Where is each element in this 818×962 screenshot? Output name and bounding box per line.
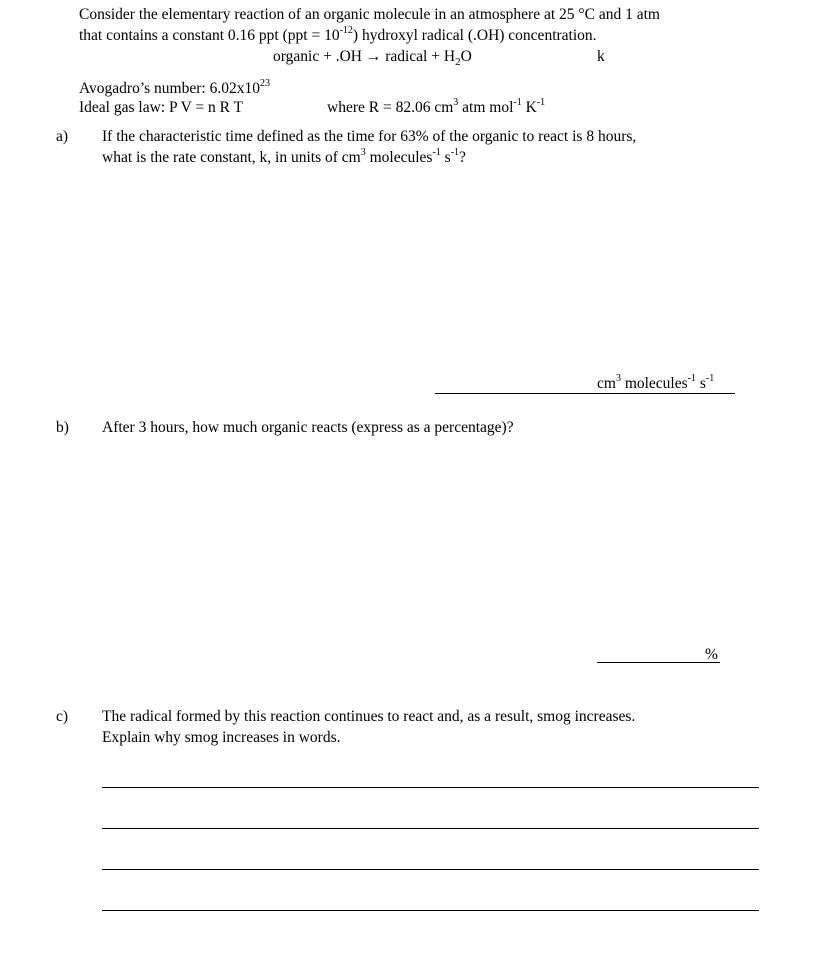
avogadro-text: Avogadro’s number: 6.02x10 bbox=[79, 80, 260, 97]
part-b-units: % bbox=[705, 646, 718, 663]
intro-line-2-tail: ) hydroxyl radical (.OH) concentration. bbox=[352, 27, 597, 44]
part-c-question-line-2: Explain why smog increases in words. bbox=[102, 729, 341, 746]
part-c-answer-line-4[interactable] bbox=[102, 910, 759, 911]
part-a-question-line-1: If the characteristic time defined as the time for 63% of the organic to react is 8 hours, bbox=[102, 128, 637, 145]
reaction-tail: O bbox=[460, 48, 472, 65]
intro-line-2-text: that contains a constant 0.16 ppt (ppt = 10 bbox=[79, 27, 340, 44]
reaction-equation bbox=[273, 47, 472, 67]
reaction-text: organic + .OH → radical + H bbox=[273, 48, 456, 65]
intro-line-2 bbox=[79, 26, 597, 46]
gas-constant-text: where R = 82.06 cm bbox=[327, 99, 454, 116]
part-a-line-2-text: what is the rate constant, k, in units of cm bbox=[102, 149, 361, 166]
part-a-molecules: molecules bbox=[365, 149, 433, 166]
part-a-units-exp-2: -1 bbox=[687, 372, 696, 384]
part-a-question-mark: ? bbox=[459, 149, 466, 166]
part-c-question-line-1: The radical formed by this reaction continues to react and, as a result, smog increases. bbox=[102, 708, 636, 725]
part-a-exp-1: 3 bbox=[360, 146, 366, 158]
gas-constant-exp-3: -1 bbox=[536, 96, 546, 108]
part-a-label: a) bbox=[56, 128, 69, 145]
reaction-subscript: 2 bbox=[455, 56, 461, 69]
part-a-question-line-2 bbox=[102, 148, 466, 168]
part-b-answer-line[interactable] bbox=[597, 662, 720, 663]
gas-constant-mid: atm mol bbox=[458, 99, 514, 116]
part-a-exp-3: -1 bbox=[450, 146, 460, 158]
part-a-units-s: s bbox=[696, 375, 706, 392]
ideal-gas-law: Ideal gas law: P V = n R T bbox=[79, 99, 244, 116]
part-c-answer-line-2[interactable] bbox=[102, 828, 759, 829]
part-a-units-molecules: molecules bbox=[620, 375, 688, 392]
rate-constant-symbol: k bbox=[597, 48, 605, 65]
intro-exponent: -12 bbox=[339, 24, 353, 36]
gas-constant-exp-1: 3 bbox=[453, 96, 459, 108]
part-a-units bbox=[597, 374, 714, 394]
part-c-label: c) bbox=[56, 708, 69, 725]
part-c-answer-line-3[interactable] bbox=[102, 869, 759, 870]
gas-constant-exp-2: -1 bbox=[513, 96, 522, 108]
avogadro-number bbox=[79, 79, 270, 99]
part-b-question: After 3 hours, how much organic reacts (express as a percentage)? bbox=[102, 419, 514, 436]
part-a-s: s bbox=[440, 149, 451, 166]
gas-constant bbox=[327, 98, 545, 118]
part-a-exp-2: -1 bbox=[432, 146, 441, 158]
part-a-units-exp-1: 3 bbox=[615, 372, 621, 384]
avogadro-exponent: 23 bbox=[259, 77, 270, 89]
gas-constant-k: K bbox=[521, 99, 537, 116]
part-b-label: b) bbox=[56, 419, 69, 436]
intro-line-1: Consider the elementary reaction of an organic molecule in an atmosphere at 25 °C and 1 atm bbox=[79, 6, 660, 23]
part-c-answer-line-1[interactable] bbox=[102, 787, 759, 788]
part-a-units-cm: cm bbox=[597, 375, 616, 392]
part-a-units-exp-3: -1 bbox=[705, 372, 715, 384]
